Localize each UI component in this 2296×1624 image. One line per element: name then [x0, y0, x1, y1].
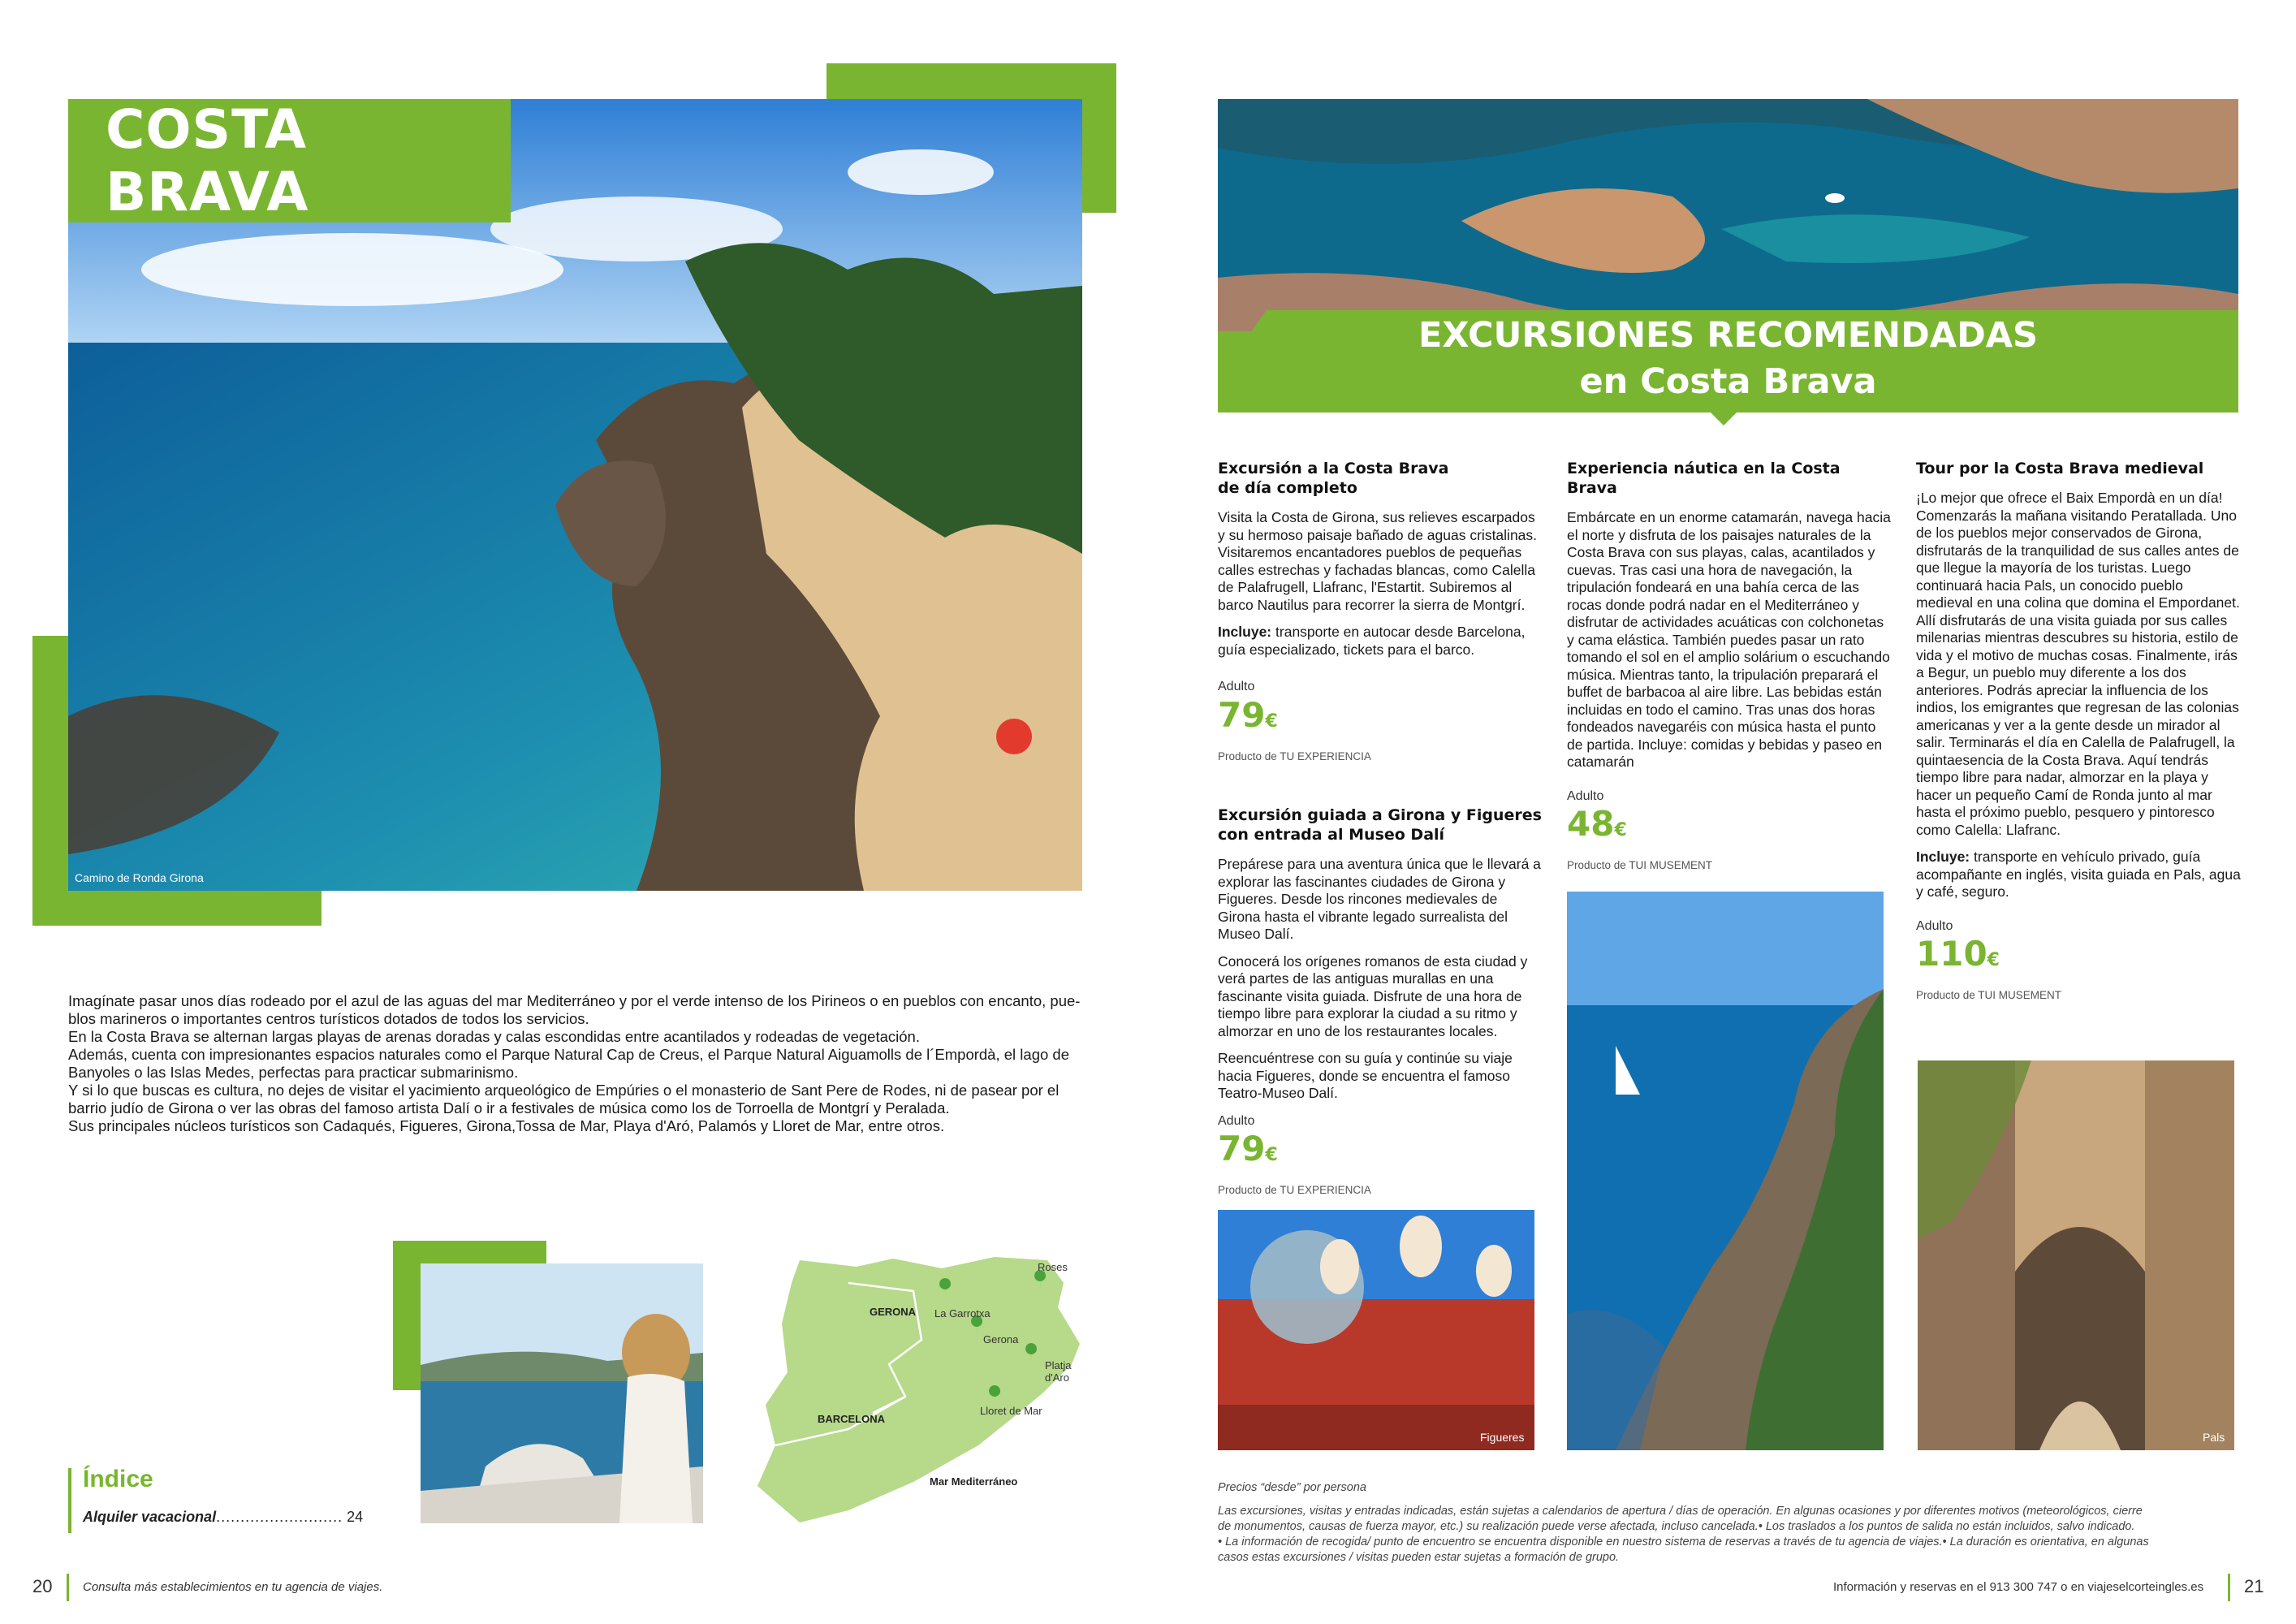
aerial-coast-photo	[1218, 99, 2238, 333]
price-currency: €	[1265, 1145, 1278, 1165]
excursion-4-includes	[1916, 849, 2241, 901]
price-value	[1218, 696, 1543, 741]
price-value	[1567, 805, 1892, 850]
excursion-4-title: Tour por la Costa Brava medieval	[1916, 460, 2204, 477]
map-label-sea: Mar Mediterráneo	[930, 1475, 1018, 1488]
excursion-2-body-1: Prepárese para una aventura única que le llevará a explorar las fascinantes ciudades de Girona y Figueres. Desde los rincones medievales de Girona hasta el vibrante legado surrealista del Museo Dalí.	[1218, 856, 1541, 942]
intro-text	[68, 992, 1083, 1135]
intro-line: Banyoles o las Islas Medes, perfectas para practicar submarinismo.	[68, 1064, 519, 1081]
page-number-left: 20	[32, 1576, 53, 1596]
map-city-roses: Roses	[1038, 1261, 1068, 1273]
excursion-1-title-line1: Excursión a la Costa Brava	[1218, 460, 1449, 477]
excursions-heading-line1: EXCURSIONES RECOMENDADAS	[1418, 315, 2039, 356]
note-line: de monumentos, causas de fuerza mayor, etc.) su realización puede verse afectada, incluso cancelada.• Los traslados a los puntos de salida no están incluidos, salvo indicado.	[1218, 1520, 2135, 1533]
map-city-platja: Platja d'Aro	[1045, 1359, 1072, 1384]
index-item-label: Alquiler vacacional	[83, 1509, 217, 1525]
excursion-2-title-line1: Excursión guiada a Girona y Figueres	[1218, 806, 1542, 824]
page-number-right: 21	[2244, 1576, 2264, 1596]
index-item[interactable]	[83, 1509, 363, 1526]
index-item-page: 24	[347, 1509, 364, 1525]
price-amount: 48	[1567, 804, 1615, 844]
price-label: Adulto	[1218, 680, 1255, 693]
map-city-lloret: Lloret de Mar	[980, 1405, 1042, 1417]
figueres-photo	[1218, 1210, 1534, 1450]
intro-line: Imagínate pasar unos días rodeado por el azul de las aguas del mar Mediterráneo y por el verde intenso de los Pirineos o en pueblos con encanto, pue-	[68, 992, 1081, 1009]
price-currency: €	[1265, 710, 1278, 732]
excursion-2-body-2: Conocerá los orígenes romanos de esta ciudad y verá partes de las antiguas murallas en una fascinante visita guiada. Disfrute de una hora de tiempo libre para explorar la ciudad a su ritmo y almorzar en uno de los restaurantes locales.	[1218, 952, 1528, 1039]
figueres-caption: Figueres	[1480, 1431, 1525, 1444]
pricing-notes	[1218, 1480, 2225, 1566]
excursion-card-4	[1916, 459, 2241, 1004]
index-title: Índice	[83, 1466, 153, 1492]
pals-caption: Pals	[2203, 1431, 2225, 1444]
excursion-1-includes	[1218, 624, 1543, 659]
excursions-heading	[1218, 313, 2238, 405]
hero-caption: Camino de Ronda Girona	[75, 871, 204, 884]
banner-pointer	[1709, 411, 1738, 430]
map-label-gerona: GERONA	[870, 1306, 917, 1318]
price-label: Adulto	[1916, 918, 1953, 933]
excursion-2-title	[1218, 806, 1543, 844]
excursion-card-3	[1567, 459, 1892, 875]
product-label: Producto de TUI MUSEMENT	[1567, 859, 1713, 871]
region-map	[751, 1250, 1092, 1527]
intro-line: Además, cuenta con impresionantes espacios naturales como el Parque Natural Cap de Creus, el Parque Natural Aiguamolls de l´Empordà, el lago de	[68, 1046, 1069, 1063]
excursion-3-body: Embárcate en un enorme catamarán, navega hacia el norte y disfruta de los paisajes naturales de la Costa Brava con sus playas, calas, acantilados y cuevas. Tras casi una hora de navegación, la tripulación fondeará en una bahía cerca de las rocas donde podrá nadar en el Mediterráneo y disfrutar de actividades acuáticas con colchonetas y cama elástica. También puedes pasar un rato tomando el sol en el amplio solárium o escuchando música. Mientras tanto, la tripulación preparará el buffet de barbacoa al aire libre. Las bebidas están incluidas en todo el camino. Tras unas dos horas fondeados navegaréis con música hasta el punto de partida. Incluye: comidas y bebidas y paseo en catamarán	[1567, 509, 1891, 770]
intro-line: barrio judío de Girona o ver las obras del famoso artista Dalí o ir a festivales de música como los de Torroella de Montgrí y Peralada.	[68, 1099, 950, 1116]
excursion-1-title	[1218, 459, 1543, 498]
note-line: • La información de recogida/ punto de encuentro se encuentra disponible en nuestro sistema de reservas a través de tu agencia de viajes.• La duración es orientativa, en algunas	[1218, 1535, 2149, 1548]
index-bar	[68, 1468, 71, 1533]
excursions-heading-line2: en Costa Brava	[1579, 361, 1877, 402]
excursion-1-title-line2: de día completo	[1218, 479, 1357, 497]
index-item-dots: ..........................	[216, 1509, 343, 1525]
price-value	[1218, 1129, 1543, 1175]
pals-photo	[1918, 1060, 2234, 1450]
woman-coast-photo	[421, 1263, 703, 1523]
includes-label: Incluye:	[1916, 849, 1970, 865]
excursion-2-body-3: Reencuéntrese con su guía y continúe su viaje hacia Figueres, donde se encuentra el famoso Teatro-Museo Dalí.	[1218, 1050, 1513, 1101]
prices-note: Precios “desde” por persona	[1218, 1481, 1366, 1494]
price-label: Adulto	[1218, 1113, 1255, 1128]
excursion-card-2	[1218, 806, 1543, 1199]
product-label: Producto de TU EXPERIENCIA	[1218, 1184, 1371, 1196]
page-title: COSTA BRAVA	[68, 99, 511, 222]
footer-text-left: Consulta más establecimientos en tu agencia de viajes.	[83, 1580, 383, 1594]
note-line: Las excursiones, visitas y entradas indicadas, están sujetas a calendarios de apertura / días de operación. En algunas ocasiones y por diferentes motivos (meteorológicos, cierre	[1218, 1505, 2143, 1518]
price-label: Adulto	[1567, 788, 1604, 803]
includes-text: transporte en autocar desde Barcelona, guía especializado, tickets para el barco.	[1218, 624, 1526, 658]
price-amount: 110	[1916, 934, 1987, 974]
footer-divider-right	[2228, 1574, 2230, 1601]
map-city-garrotxa: La Garrotxa	[934, 1307, 990, 1320]
map-label-barcelona: BARCELONA	[818, 1413, 886, 1425]
price-currency: €	[1987, 950, 2000, 970]
excursion-4-body: ¡Lo mejor que ofrece el Baix Empordà en un día! Comenzarás la mañana visitando Peratallada. Uno de los pueblos mejor conservados de Girona, disfrutarás de la tranquilidad de sus calles antes de que llegue la mayoría de los turistas. Luego continuará hacia Pals, un conocido pueblo medieval en una colina que domina el Empordanet. Allí disfrutarás de una visita guiada por sus calles milenarias mientras descubres su historia, estilo de vida y el motivo de muchas cosas. Finalmente, irás a Begur, un pueblo muy diferente a los dos anteriores. Podrás apreciar la influencia de los indios, los emigrantes que regresan de las colonias americanas y ver a la gente desde un mirador al salir. Terminarás el día en Calella de Palafrugell, la quintaesencia de la Costa Brava. Aquí tendrás tiempo libre para nadar, almorzar en la playa y hacer un pequeño Camí de Ronda junto al mar hasta el próximo pueblo, pesquero y pintoresco como Calella: Llafranc.	[1916, 490, 2240, 838]
intro-line: Sus principales núcleos turísticos son Cadaqués, Figueres, Girona,Tossa de Mar, Playa d'Aró, Palamós y Lloret de Mar, entre otros.	[68, 1117, 945, 1134]
excursion-1-body: Visita la Costa de Girona, sus relieves escarpados y su hermoso paisaje bañado de aguas cristalinas. Visitaremos encantadores pueblos de pequeñas calles estrechas y fachadas blancas, como Calella de Palafrugell, Llafranc, l'Estartit. Subiremos al barco Nautilus para recorrer la sierra de Montgrí.	[1218, 509, 1538, 613]
price-value	[1916, 935, 2241, 980]
price-currency: €	[1614, 820, 1627, 840]
includes-label: Incluye:	[1218, 624, 1272, 640]
intro-line: Y si lo que buscas es cultura, no dejes de visitar el yacimiento arqueológico de Empúries o el monasterio de Sant Pere de Rodes, ni de pasear por el	[68, 1082, 1060, 1099]
product-label: Producto de TUI MUSEMENT	[1916, 989, 2062, 1001]
intro-line: blos marineros o importantes centros turísticos dotados de todos los servicios.	[68, 1010, 589, 1027]
intro-line: En la Costa Brava se alternan largas playas de arenas doradas y calas escondidas entre acantilados y rodeadas de vegetación.	[68, 1028, 920, 1045]
excursion-2-title-line2: con entrada al Museo Dalí	[1218, 826, 1445, 844]
excursion-3-title: Experiencia náutica en la Costa Brava	[1567, 460, 1841, 497]
map-city-gerona: Gerona	[983, 1333, 1019, 1345]
footer-text-right: Información y reservas en el 913 300 747 o en viajeselcorteingles.es	[1833, 1580, 2204, 1594]
price-amount: 79	[1218, 1129, 1266, 1168]
footer-divider-left	[67, 1574, 69, 1601]
includes-text: transporte en vehículo privado, guía acompañante en inglés, visita guiada en Pals, agua y café, seguro.	[1916, 849, 2241, 900]
product-label: Producto de TU EXPERIENCIA	[1218, 749, 1371, 762]
note-line: casos estas excursiones / visitas pueden estar sujetas a formación de grupo.	[1218, 1551, 1620, 1564]
nautical-cliff-photo	[1567, 892, 1884, 1450]
excursion-card-1	[1218, 459, 1543, 765]
price-amount: 79	[1218, 694, 1266, 735]
